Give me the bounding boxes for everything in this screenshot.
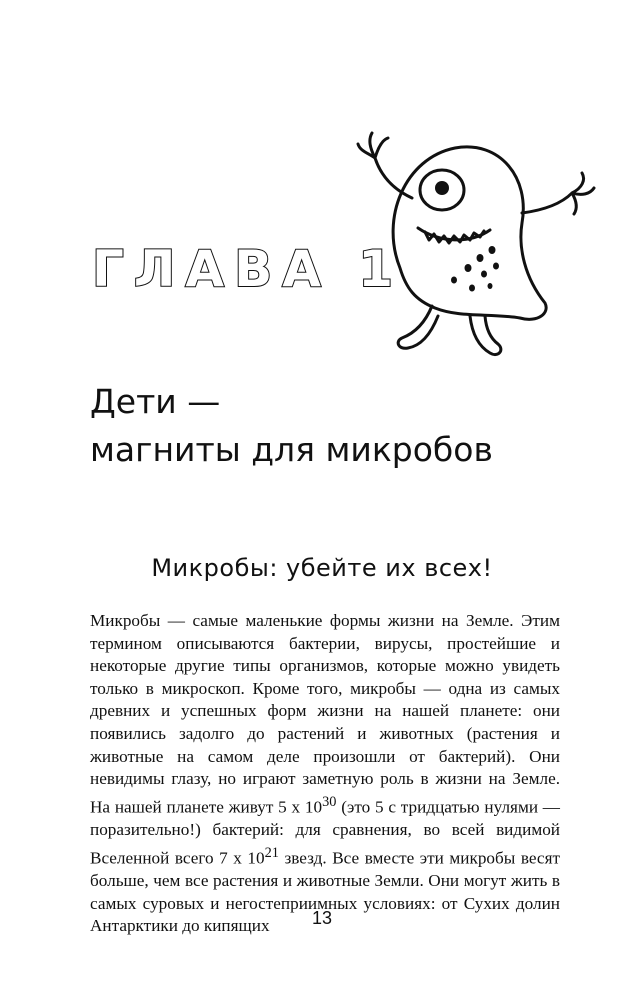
section-heading: Микробы: убейте их всех! xyxy=(151,554,493,582)
body-text-part1: Микробы — самые маленькие формы жизни на Земле. Этим термином описываются бактерии, вирусы, простейшие и некоторые другие типы организмов, которые можно увидеть только в микроскоп. Кроме того, микробы — одна из самых древних и успешных форм жизни на нашей планете: они появились задолго до растений и животных (растения и животные на самом деле произошли от бактерий). Они невидимы глазу, но играют заметную роль в жизни на Земле. На нашей планете живут 5 х 10 xyxy=(90,611,560,817)
chapter-title-line1: Дети — xyxy=(90,382,221,421)
body-text-part2: (это 5 с тридцатью нулями — поразительно!) бактерий: для сравнения, во всей видимой Вселенной всего 7 х 10 xyxy=(90,797,560,868)
chapter-title xyxy=(90,378,570,474)
body-text xyxy=(90,610,560,938)
exponent-30: 30 xyxy=(322,793,337,810)
exponent-21: 21 xyxy=(264,844,279,861)
body-paragraph xyxy=(90,610,560,938)
chapter-title-line2: магниты для микробов xyxy=(90,430,493,469)
body-text-part3: звезд. Все вместе эти микробы весят больше, чем все растения и животные Земли. Они могут жить в самых суровых и негостеприимных условиях: от Сухих долин Антарктики до кипящих xyxy=(90,848,560,936)
monster-illustration xyxy=(350,118,610,378)
page-number: 13 xyxy=(311,908,333,928)
chapter-label: ГЛАВА 1 xyxy=(92,240,404,298)
